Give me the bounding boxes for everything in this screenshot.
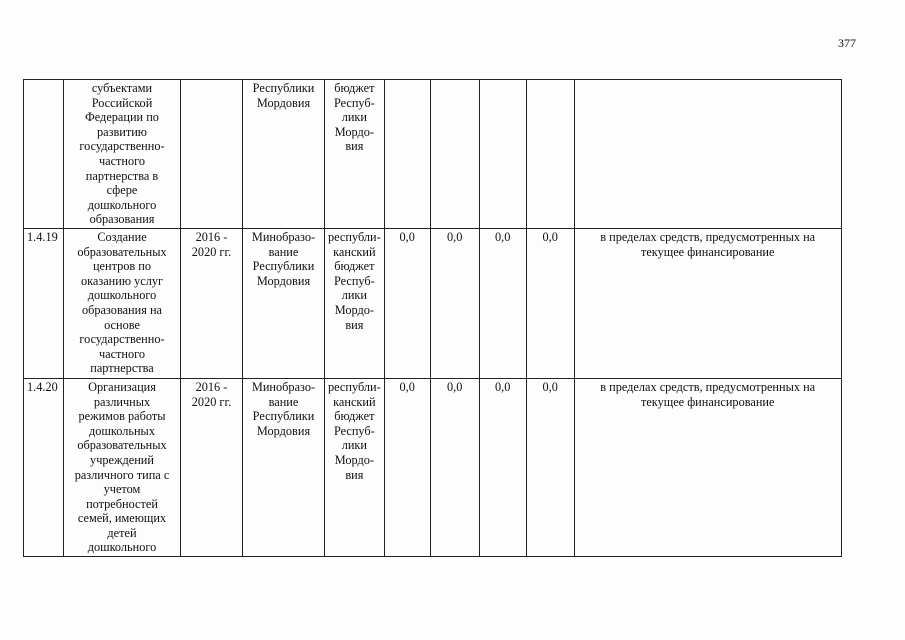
- note-cell: в пределах средств, предусмотренных на текущее финансирование: [574, 228, 841, 378]
- value-cell: [430, 80, 479, 229]
- note-cell: [574, 80, 841, 229]
- page-number: 377: [838, 36, 856, 50]
- measures-table: [23, 79, 842, 557]
- value-cell: 0,0: [526, 228, 574, 378]
- funding-source-cell: республи- канский бюджет Респуб- лики Мордо- вия: [325, 228, 385, 378]
- measure-name-cell: Организация различных режимов работы дошкольных образовательных учреждений различного типа с учетом потребностей семей, имеющих детей дошкольного: [64, 378, 181, 556]
- value-cell: 0,0: [479, 228, 526, 378]
- value-cell: 0,0: [526, 378, 574, 556]
- period-cell: 2016 - 2020 гг.: [181, 228, 243, 378]
- value-cell: 0,0: [384, 378, 430, 556]
- funding-source-cell: бюджет Респуб- лики Мордо- вия: [325, 80, 385, 229]
- period-cell: 2016 - 2020 гг.: [181, 378, 243, 556]
- value-cell: 0,0: [479, 378, 526, 556]
- period-cell: [181, 80, 243, 229]
- executor-cell: Минобразо- вание Республики Мордовия: [243, 228, 325, 378]
- measure-name-cell: субъектами Российской Федерации по развитию государственно- частного партнерства в сфере дошкольного образования: [64, 80, 181, 229]
- value-cell: [479, 80, 526, 229]
- value-cell: 0,0: [384, 228, 430, 378]
- executor-cell: Республики Мордовия: [243, 80, 325, 229]
- funding-source-cell: республи- канский бюджет Респуб- лики Мордо- вия: [325, 378, 385, 556]
- table-row: [24, 228, 842, 378]
- row-number-cell: [24, 80, 64, 229]
- value-cell: 0,0: [430, 228, 479, 378]
- executor-cell: Минобразо- вание Республики Мордовия: [243, 378, 325, 556]
- value-cell: [526, 80, 574, 229]
- measure-name-cell: Создание образовательных центров по оказанию услуг дошкольного образования на основе государственно- частного партнерства: [64, 228, 181, 378]
- note-cell: в пределах средств, предусмотренных на текущее финансирование: [574, 378, 841, 556]
- value-cell: 0,0: [430, 378, 479, 556]
- table-row: [24, 378, 842, 556]
- row-number-cell: 1.4.20: [24, 378, 64, 556]
- value-cell: [384, 80, 430, 229]
- row-number-cell: 1.4.19: [24, 228, 64, 378]
- table-row: [24, 80, 842, 229]
